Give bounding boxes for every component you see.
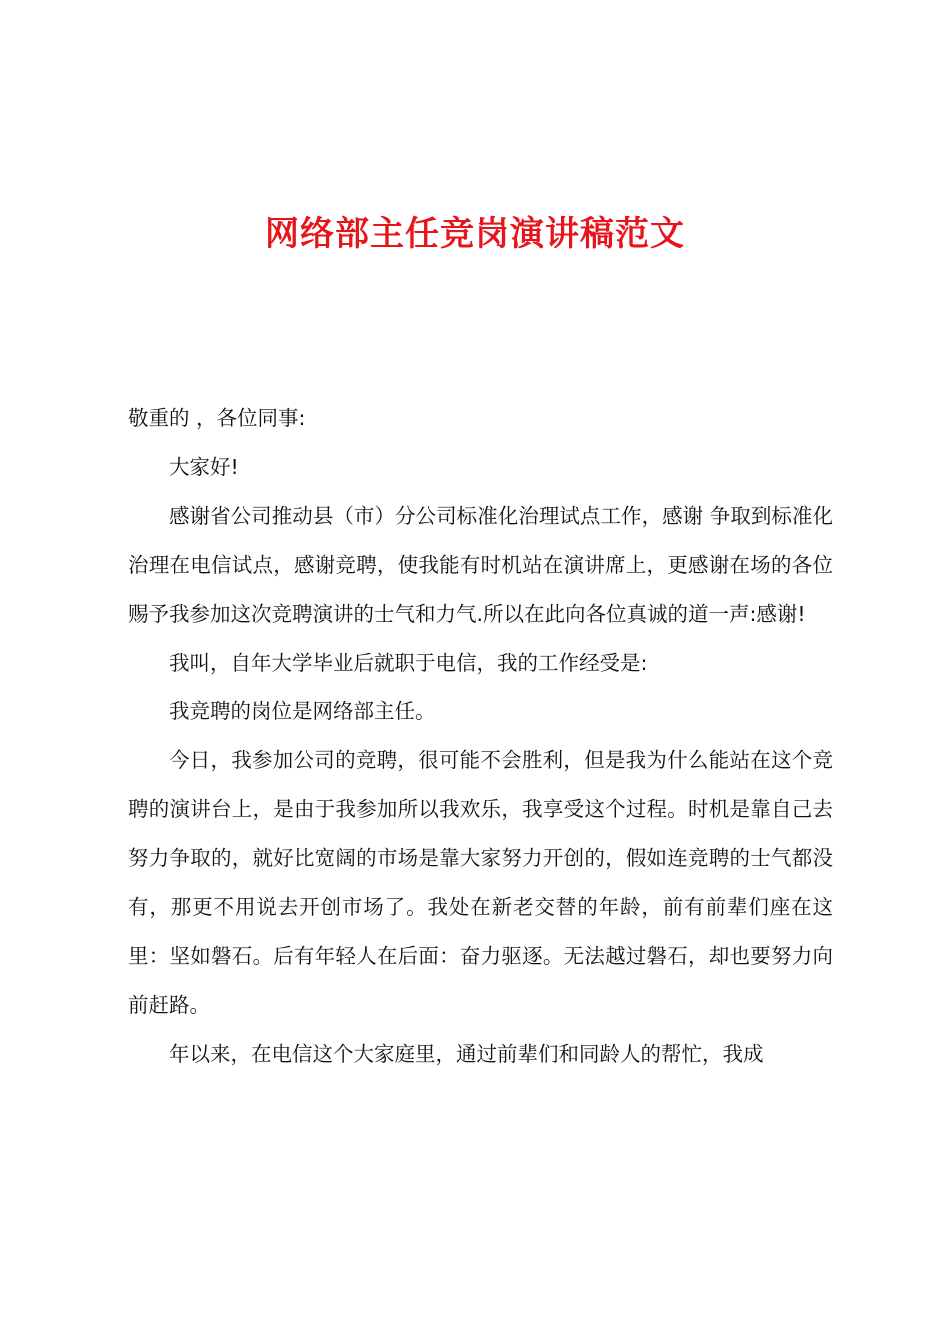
paragraph-position: 我竞聘的岗位是网络部主任。 <box>169 699 436 724</box>
paragraph-motivation: 今日，我参加公司的竞聘，很可能不会胜利，但是我为什么能站在这个竞聘的演讲台上，是由于我参加所以我欢乐，我享受这个过程。时机是靠自己去努力争取的，就好比宽阔的市场是靠大家努力开创的，假如连竞聘的士气都没有，那更不用说去开创市场了。我处在新老交替的年龄，前有前辈们座在这里：坚如磐石。后有年轻人在后面：奋力驱逐。无法越过磐石，却也要努力向前赶路。 <box>128 748 833 1017</box>
document-body <box>128 394 833 1079</box>
paragraph-experience: 年以来，在电信这个大家庭里，通过前辈们和同龄人的帮忙，我成 <box>169 1041 764 1066</box>
paragraph-greeting: 大家好! <box>169 454 239 479</box>
salutation: 敬重的 ，各位同事: <box>128 406 306 430</box>
paragraph-thanks: 感谢省公司推动县（市）分公司标准化治理试点工作，感谢 争取到标准化治理在电信试点，感谢竞聘，使我能有时机站在演讲席上，更感谢在场的各位赐予我参加这次竞聘演讲的士气和力气.所以在此向各位真诚的道一声:感谢! <box>128 503 833 626</box>
document-title: 网络部主任竞岗演讲稿范文 <box>265 214 685 254</box>
paragraph-introduction: 我叫，自年大学毕业后就职于电信，我的工作经受是: <box>169 650 648 675</box>
